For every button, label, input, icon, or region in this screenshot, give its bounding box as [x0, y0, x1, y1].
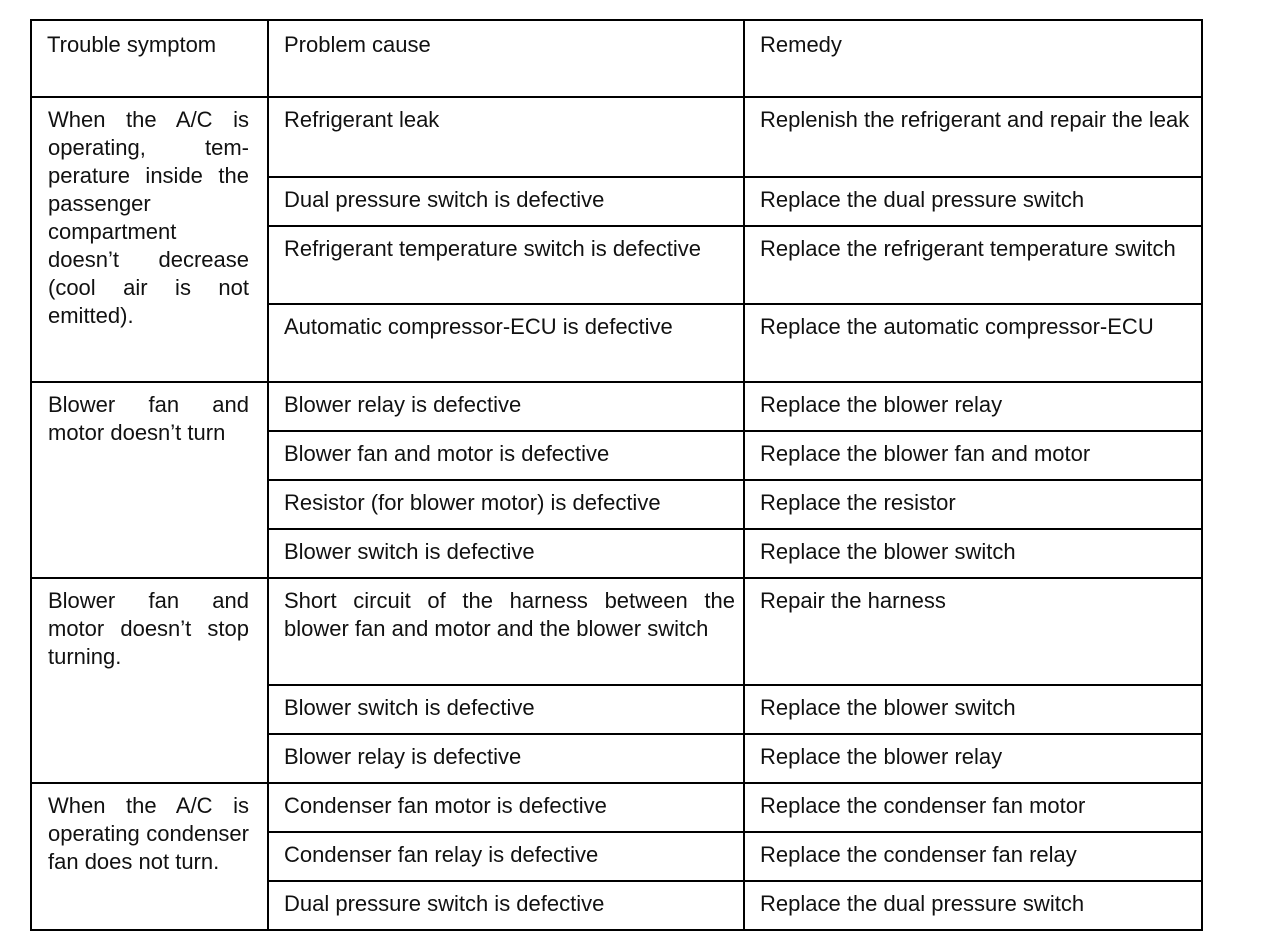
remedy-cell: Replace the condenser fan relay — [744, 832, 1202, 881]
problem-cause-cell: Refrigerant temperature switch is defective — [268, 226, 744, 304]
remedy-cell: Replace the refrigerant temperature switch — [744, 226, 1202, 304]
problem-cause-cell: Resistor (for blower motor) is defective — [268, 480, 744, 529]
remedy-cell: Replace the automatic compressor-ECU — [744, 304, 1202, 382]
problem-cause-cell: Blower relay is defective — [268, 382, 744, 431]
header-row — [31, 20, 1202, 97]
remedy-cell: Replace the dual pressure switch — [744, 881, 1202, 930]
remedy-cell: Replace the blower fan and motor — [744, 431, 1202, 480]
header-trouble-symptom: Trouble symptom — [31, 20, 268, 97]
remedy-cell: Replace the dual pressure switch — [744, 177, 1202, 226]
remedy-cell: Replace the blower relay — [744, 382, 1202, 431]
problem-cause-cell: Blower relay is defective — [268, 734, 744, 783]
trouble-symptom-cell: Blower fan and motor doesn’t stop turning. — [31, 578, 268, 783]
table-row — [31, 382, 1202, 431]
table-row — [31, 578, 1202, 685]
problem-cause-cell: Short circuit of the harness between the blower fan and motor and the blower switch — [268, 578, 744, 685]
troubleshooting-table — [30, 19, 1203, 931]
remedy-cell: Replenish the refrigerant and repair the leak — [744, 97, 1202, 177]
remedy-cell: Replace the blower switch — [744, 685, 1202, 734]
problem-cause-cell: Blower switch is defective — [268, 529, 744, 578]
problem-cause-cell: Blower fan and motor is defective — [268, 431, 744, 480]
problem-cause-cell: Refrigerant leak — [268, 97, 744, 177]
remedy-cell: Replace the blower relay — [744, 734, 1202, 783]
trouble-symptom-cell: When the A/C is operating condenser fan does not turn. — [31, 783, 268, 930]
problem-cause-cell: Automatic compressor-ECU is defective — [268, 304, 744, 382]
problem-cause-cell: Condenser fan relay is defective — [268, 832, 744, 881]
header-problem-cause: Problem cause — [268, 20, 744, 97]
remedy-cell: Repair the harness — [744, 578, 1202, 685]
problem-cause-cell: Condenser fan motor is defective — [268, 783, 744, 832]
problem-cause-cell: Blower switch is defective — [268, 685, 744, 734]
remedy-cell: Replace the resistor — [744, 480, 1202, 529]
remedy-cell: Replace the condenser fan motor — [744, 783, 1202, 832]
problem-cause-cell: Dual pressure switch is defective — [268, 177, 744, 226]
header-remedy: Remedy — [744, 20, 1202, 97]
problem-cause-cell: Dual pressure switch is defective — [268, 881, 744, 930]
trouble-symptom-cell: Blower fan and motor doesn’t turn — [31, 382, 268, 578]
remedy-cell: Replace the blower switch — [744, 529, 1202, 578]
table-row — [31, 783, 1202, 832]
trouble-symptom-cell: When the A/C is operating, temperature inside the passenger compartment doesn’t decrease (cool air is not emitted). — [31, 97, 268, 382]
table-row — [31, 97, 1202, 177]
